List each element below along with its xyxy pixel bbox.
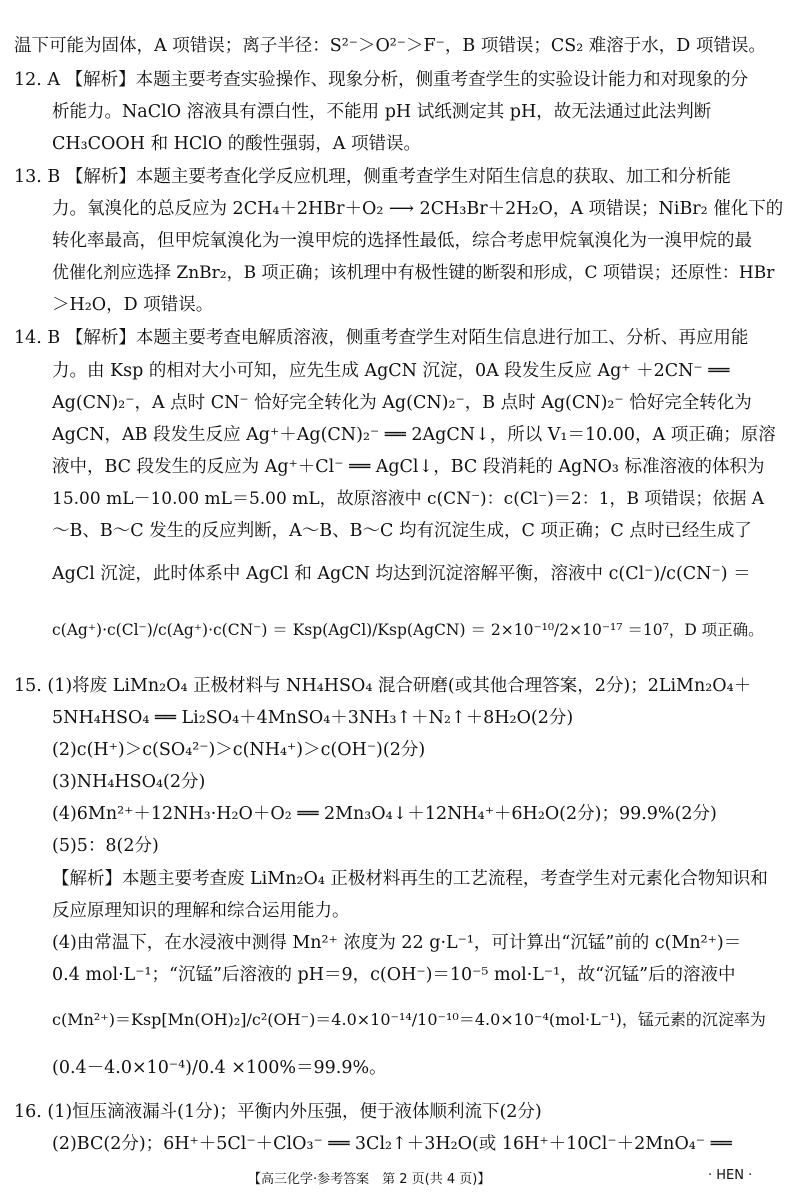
text-line: (4)6Mn²⁺＋12NH₃·H₂O＋O₂ ══ 2Mn₃O₄↓＋12NH₄⁺＋6H₂O(2分)；99.9%(2分) (52, 804, 717, 824)
text-line: 优催化剂应选择 ZnBr₂，B 项正确；该机理中有极性键的断裂和形成，C 项错误；还原性：HBr (52, 263, 775, 283)
text-line: 14. B 【解析】本题主要考查电解质溶液，侧重考查学生对陌生信息进行加工、分析、再应用能 (14, 328, 749, 348)
text-line: AgCN，AB 段发生反应 Ag⁺＋Ag(CN)₂⁻ ══ 2AgCN↓，所以 V₁＝10.00，A 项正确；原溶 (52, 425, 776, 445)
text-line: 力。氧溴化的总反应为 2CH₄＋2HBr＋O₂ ⟶ 2CH₃Br＋2H₂O，A 项错误；NiBr₂ 催化下的 (52, 199, 784, 219)
text-line: (2)c(H⁺)＞c(SO₄²⁻)＞c(NH₄⁺)＞c(OH⁻)(2分) (52, 740, 426, 760)
text-line: 12. A 【解析】本题主要考查实验操作、现象分析，侧重考查学生的实验设计能力和对现象的分 (14, 70, 749, 90)
text-line: 析能力。NaClO 溶液具有漂白性，不能用 pH 试纸测定其 pH，故无法通过此法判断 (52, 102, 712, 122)
text-line: 15.00 mL－10.00 mL＝5.00 mL，故原溶液中 c(CN⁻)：c(Cl⁻)＝2：1，B 项错误；依据 A (52, 489, 765, 509)
text-line: c(Mn²⁺)＝Ksp[Mn(OH)₂]/c²(OH⁻)＝4.0×10⁻¹⁴/10⁻¹⁰＝4.0×10⁻⁴(mol·L⁻¹)，锰元素的沉淀率为 (52, 1010, 766, 1029)
text-line: Ag(CN)₂⁻，A 点时 CN⁻ 恰好完全转化为 Ag(CN)₂⁻，B 点时 Ag(CN)₂⁻ 恰好完全转化为 (52, 393, 752, 413)
text-line: (5)5：8(2分) (52, 836, 159, 856)
text-line: 力。由 Ksp 的相对大小可知，应先生成 AgCN 沉淀，0A 段发生反应 Ag⁺ ＋2CN⁻ ══ (52, 361, 730, 381)
text-line: 温下可能为固体，A 项错误；离子半径：S²⁻＞O²⁻＞F⁻，B 项错误；CS₂ 难溶于水，D 项错误。 (14, 36, 766, 56)
text-line: 13. B 【解析】本题主要考查化学反应机理，侧重考查学生对陌生信息的获取、加工和分析能 (14, 167, 731, 187)
text-line: 15. (1)将废 LiMn₂O₄ 正极材料与 NH₄HSO₄ 混合研磨(或其他合理答案，2分)；2LiMn₂O₄＋ (14, 676, 752, 696)
text-line: (4)由常温下，在水浸液中测得 Mn²⁺ 浓度为 22 g·L⁻¹，可计算出“沉锰”前的 c(Mn²⁺)＝ (52, 933, 742, 953)
text-line: c(Ag⁺)·c(Cl⁻)/c(Ag⁺)·c(CN⁻) ＝ Ksp(AgCl)/Ksp(AgCN) ＝ 2×10⁻¹⁰/2×10⁻¹⁷ ＝10⁷，D 项正确。 (52, 621, 764, 639)
text-line: 0.4 mol·L⁻¹；“沉锰”后溶液的 pH＝9，c(OH⁻)＝10⁻⁵ mol·L⁻¹，故“沉锰”后的溶液中 (52, 965, 736, 985)
text-line: CH₃COOH 和 HClO 的酸性强弱，A 项错误。 (52, 134, 421, 154)
text-line: (3)NH₄HSO₄(2分) (52, 772, 206, 792)
text-line: 反应原理知识的理解和综合运用能力。 (52, 901, 350, 921)
text-line: 16. (1)恒压滴液漏斗(1分)；平衡内外压强，便于液体顺利流下(2分) (14, 1102, 542, 1122)
text-line: 5NH₄HSO₄ ══ Li₂SO₄＋4MnSO₄＋3NH₃↑＋N₂↑＋8H₂O(2分) (52, 708, 574, 728)
footer-code: · HEN · (708, 1168, 753, 1183)
text-line: AgCl 沉淀，此时体系中 AgCl 和 AgCN 均达到沉淀溶解平衡，溶液中 c(Cl⁻)/c(CN⁻) ＝ (52, 564, 751, 584)
text-line: ～B、B～C 发生的反应判断，A～B、B～C 均有沉淀生成，C 项正确；C 点时已经生成了 (52, 521, 752, 541)
text-line: 【解析】本题主要考查废 LiMn₂O₄ 正极材料再生的工艺流程，考查学生对元素化合物知识和 (52, 869, 768, 889)
text-line: (2)BC(2分)；6H⁺＋5Cl⁻＋ClO₃⁻ ══ 3Cl₂↑＋3H₂O(或 16H⁺＋10Cl⁻＋2MnO₄⁻ ══ (52, 1134, 732, 1154)
text-line: ＞H₂O，D 项错误。 (52, 295, 214, 315)
text-line: 液中，BC 段发生的反应为 Ag⁺＋Cl⁻ ══ AgCl↓，BC 段消耗的 AgNO₃ 标准溶液的体积为 (52, 457, 765, 477)
text-line: 转化率最高，但甲烷氧溴化为一溴甲烷的选择性最低，综合考虑甲烷氧溴化为一溴甲烷的最 (52, 231, 752, 251)
text-line: (0.4－4.0×10⁻⁴)/0.4 ×100%＝99.9%。 (52, 1058, 387, 1078)
footer-page-label: 【高三化学·参考答案 第 2 页(共 4 页)】 (248, 1172, 491, 1187)
